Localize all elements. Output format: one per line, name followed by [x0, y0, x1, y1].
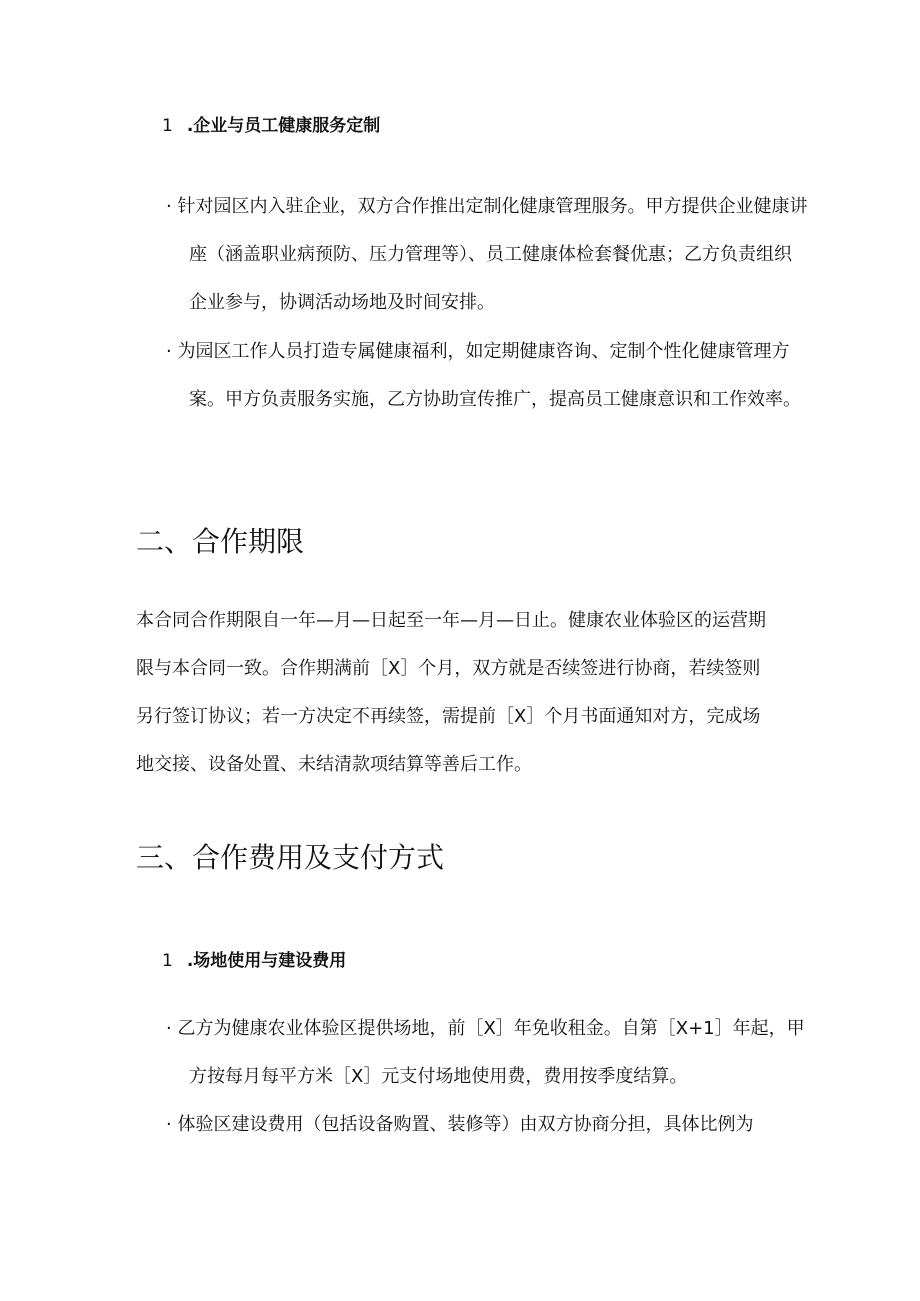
subheading-number: 1 — [162, 951, 173, 971]
subheading-site-fees — [162, 949, 346, 973]
bullet-item: · 乙方为健康农业体验区提供场地，前［X］年免收租金。自第［X+1］年起，甲方按每月每平方米［X］元支付场地使用费，费用按季度结算。 — [166, 1018, 805, 1087]
section-heading-term: 二、合作期限 — [136, 525, 305, 558]
bullet-item: · 体验区建设费用（包括设备购置、装修等）由双方协商分担，具体比例为 — [166, 1114, 754, 1135]
section-heading-fees: 三、合作费用及支付方式 — [136, 841, 445, 874]
subheading-title: .企业与员工健康服务定制 — [186, 116, 381, 136]
subheading-number: 1 — [162, 116, 173, 136]
bullet-item: · 针对园区内入驻企业，双方合作推出定制化健康管理服务。甲方提供企业健康讲座（涵盖职业病预防、压力管理等）、员工健康体检套餐优惠；乙方负责组织企业参与，协调活动场地及时间安排。 — [166, 196, 808, 313]
paragraph-term: 本合同合作期限自一年—月—日起至一年—月—日止。健康农业体验区的运营期限与本合同一致。合作期满前［X］个月，双方就是否续签进行协商，若续签则另行签订协议；若一方决定不再续签，需提前［X］个月书面通知对方，完成场地交接、设备处置、未结清款项结算等善后工作。 — [136, 610, 766, 775]
subheading-corporate-health-service — [162, 114, 380, 138]
subheading-title: .场地使用与建设费用 — [186, 951, 347, 971]
bullet-item: · 为园区工作人员打造专属健康福利，如定期健康咨询、定制个性化健康管理方案。甲方负责服务实施，乙方协助宣传推广，提高员工健康意识和工作效率。 — [166, 341, 801, 410]
